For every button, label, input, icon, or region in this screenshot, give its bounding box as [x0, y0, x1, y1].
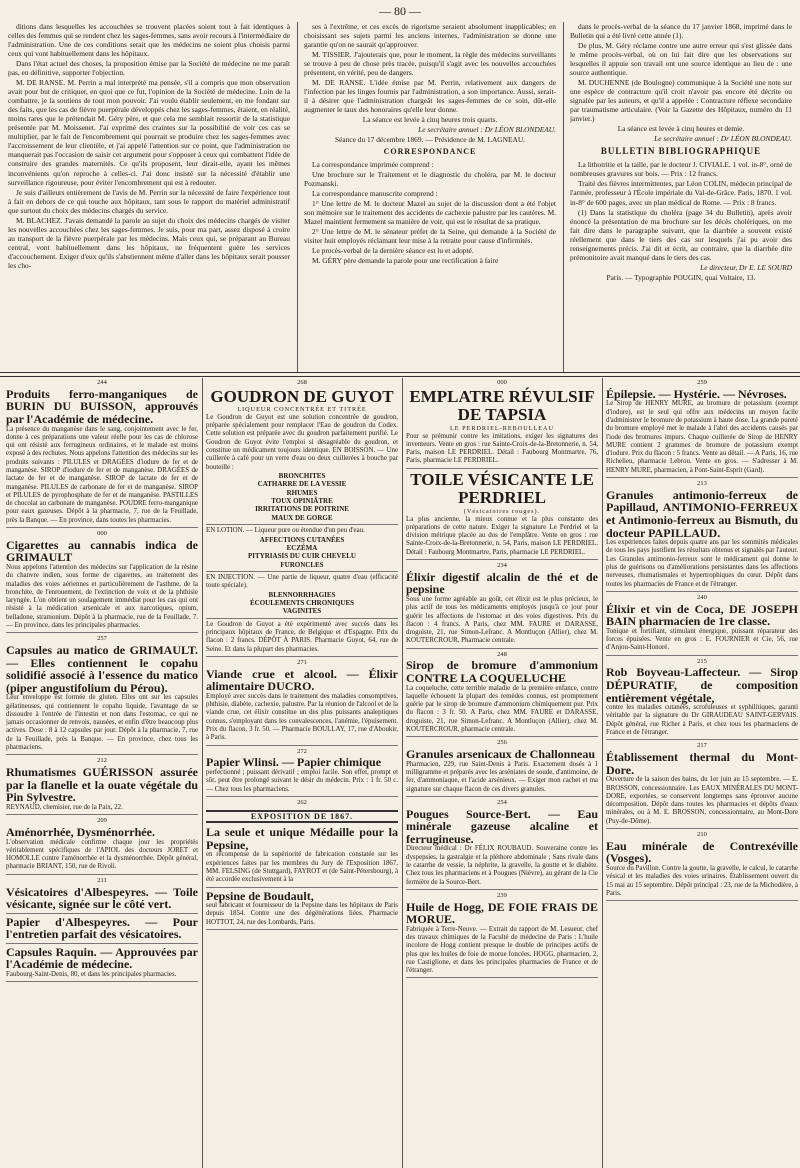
advertisement [406, 379, 598, 469]
ad-body: Sous une forme agréable au goût, cet élixir est le plus précieux, le plus actif de tous les médicaments employés jusqu'à ce jour pour guérir les affections de l'estomac et des voies digestives. Prix du flacon : 4 francs. A Paris, chez MM. FAURE et DARASSE, droguiste, 21, rue Simon-Lefranc. A Montluçon (Allier), chez M. KOUTERCROUR, Pharmacie centrale. [406, 595, 598, 645]
ad-body: Fabriquée à Terre-Neuve. — Extrait du rapport de M. Lesueur, chef des travaux chimiques de la Faculté de médecine de Paris : L'huile incolore de Hogg contient presque le double de principes actifs de plus que les huiles de foie de morue foncées. HOGG, pharmacien, 2, rue Castiglione, et dans les principales pharmacies de France et de l'étranger. [406, 925, 598, 975]
ad-body: Pour se prémunir contre les imitations, exiger les signatures des inventeurs. Vente en gros : rue Sainte-Croix-de-la-Bretonnerie, n. 54, Paris, maison LE PERDRIEL. Détail : Faubourg Montmartre, 76, Paris, pharmacie LE PERDRIEL. [406, 432, 598, 465]
paragraph: Paris. — Typographie POUGIN, quai Voltaire, 13. [606, 272, 756, 282]
ad-indication: IRRITATIONS DE POITRINE [255, 505, 349, 514]
ad-body: Employé avec succès dans le traitement des maladies consomptives, phthisie, diabète, cachexie, palustre. Par la réunion de l'alcool et de la viande crue, cet élixir constitue un des plus puissants analeptiques connus, s'employant dans les convalescences, l'anémie, l'épuisement. Prix du flacon, 3 fr. 50. — Pharmacie BOULLAY, 17, rue d'Aboukir, à Paris. [206, 692, 398, 742]
ad-number: 210 [697, 830, 707, 838]
advertisement [6, 946, 198, 982]
column-divider [202, 378, 203, 1168]
paragraph: La lithotritie et la taille, par le docteur J. CIVIALE. 1 vol. in-8°, orné de nombreuses gravures sur bois. — Prix : 12 francs. [570, 160, 792, 179]
ads-column-1 [6, 378, 198, 1168]
ad-indication: ÉCOULEMENTS CHRONIQUES [249, 599, 355, 608]
ad-title: TOILE VÉSICANTE LE PERDRIEL [410, 469, 594, 508]
upper-text-section [8, 22, 800, 372]
column-divider [563, 22, 564, 372]
paragraph: ses à l'extrême, et ces excès de rigorisme seraient absolument inapplicables; en choisissant ses sujets parmi les anciens internes, l'administration se donne une garantie qu'on ne saurait qu'approuver. [304, 22, 556, 50]
ad-heading: Rhumatismes GUÉRISSON assurée par la flanelle et la ouate végétale du Pin Sylvestre. [6, 765, 198, 805]
ad-body: seul fabricant et fournisseur de la Pepsine dans les hôpitaux de Paris depuis 1854. Contre une des dégénérations liées. Pharmacie HOTTOT, 24, rue des Lombards, Paris. [206, 902, 398, 926]
ad-body: Pharmacien, 229, rue Saint-Denis à Paris. Exactement dosés à 1 milligramme et préparés avec les arséniates de soude, d'antimoine, de fer, d'ammoniaque, et l'acide arsénieux. — Exiger mon cachet et ma signature sur chaque flacon de ces divers granules. [406, 760, 598, 793]
ad-number: 262 [297, 798, 307, 806]
ad-heading: Élixir et vin de Coca, DE JOSEPH BAIN pharmacien de 1re classe. [606, 601, 798, 629]
ad-indication: ECZÉMA [286, 543, 318, 552]
ad-indication: BRONCHITES [278, 471, 326, 480]
ad-heading: Épilepsie. — Hystérie. — Névroses. [606, 386, 787, 401]
ad-heading: Cigarettes au cannabis indica de GRIMAULT [6, 537, 198, 565]
upper-column-3 [570, 22, 792, 372]
paragraph: La correspondance imprimée comprend : [312, 160, 434, 170]
ad-body: perfectionné ; puissant dérivatif ; emploi facile. Son effet, prompt et sûr, peut être prolongé suivant le désir du médecin. Prix : 1 fr. 50 c. — Chez tous les pharmaciens. [206, 769, 398, 793]
upper-column-1 [8, 22, 290, 372]
ad-heading: La seule et unique Médaille pour la Pepsine, [206, 825, 398, 852]
ad-subtitle: (Vésicatoires rouges). [463, 508, 541, 516]
paragraph: M. DE RANSE. M. Perrin a mal interprété ma pensée, s'il a compris que mon observation avait pour but de critiquer, en quoi que ce fut, l'opinion de la Société de médecine. Loin de la combattre, je la soutiens de tout mon pouvoir. J'ai voulu établir seulement, en me fondant sur des faits, que les cas de fièvre puerpérale développés chez les sages-femmes, étaient, en réalité, moins rares que le prétendait M. Géry père, et que cela me semblait ressortir de la statistique présentée par M. Moissenet. J'ai exprimé des craintes sur la possibilité de voir ces cas se multiplier, par le fait de l'encombrement qui pourrait se produire chez les sages-femmes avec l'accroissement de leur clientèle, et j'ai appelé l'attention sur ce point, que l'administration ne manquerait pas l'occasion de saisir cet argument pour s'opposer à ceux qui combattent l'idée de construire des grandes maternités. Ce qu'ils proposent, leur dirait-elle, ayant les mêmes inconvénients qu'on reproche à celles-ci. J'ai donc insisté sur la nécessité d'établir une surveillance rigoureuse, pour éviter l'encombrement qui est à redouter. [8, 78, 290, 187]
ad-body: Faubourg-Saint-Denis, 80, et dans les principales pharmacies. [6, 971, 177, 979]
ad-number: 215 [697, 657, 707, 665]
ad-heading: Eau minérale de Contrexéville (Vosges). [606, 838, 798, 866]
advertisement [6, 817, 198, 875]
ad-number: 217 [697, 742, 707, 750]
ad-heading: Sirop de bromure d'ammonium CONTRE LA COQUELUCHE [406, 658, 598, 686]
ad-body: Tonique et fortifiant, stimulant énergique, puissant réparateur des forces épuisées. Vente en gros : E. FOURNIER et Cie, 56, rue d'Anjou-Saint-Honoré. [606, 627, 798, 652]
paragraph: 2° Une lettre de M. le sénateur préfet de la Seine, qui demande à la Société de visiter huit employés réclamant leur mise à la retraite pour cause d'infirmités. [304, 227, 556, 246]
ad-indication: TOUX OPINIÂTRE [271, 497, 333, 506]
ad-number: 259 [697, 379, 707, 386]
ad-body: Directeur médical : Dr FÉLIX ROUBAUD. Souveraine contre les dyspepsies, la gastralgie et la pléthore abdominale ; Sans rivale dans le catarrhe de vessie, la néphrite, la gravelle, la goutte et le diabète. Chez tous les pharmaciens et à Pougues (Nièvre), au gérant de la Cie fermière de la Source-Bert. [406, 845, 598, 886]
advertisement [406, 471, 598, 560]
ad-number: 240 [697, 593, 707, 601]
advertisement [606, 594, 798, 656]
ad-number: 234 [497, 561, 507, 569]
ad-heading: Viande crue et alcool. — Élixir alimentaire DUCRO. [206, 666, 398, 694]
ad-title: EMPLATRE RÉVULSIF DE TAPSIA [409, 386, 595, 425]
ad-number: 271 [297, 658, 307, 666]
ad-number: 212 [97, 757, 107, 765]
paragraph: Le secrétaire annuel : Dr LÉON BLONDEAU. [654, 134, 792, 144]
section-divider [0, 372, 800, 377]
paragraph: La séance est levée à cinq heures et demie. [617, 124, 745, 134]
advertisement [6, 379, 198, 528]
advertisement [406, 892, 598, 979]
ad-heading: Pougues Source-Bert. — Eau minérale gazeuse alcaline et ferrugineuse. [406, 806, 598, 846]
advertisement [206, 659, 398, 746]
ad-number: 244 [97, 379, 107, 386]
paragraph: Dans l'état actuel des choses, la proposition émise par la Société de médecine ne me paraît pas, en définitive, supporter l'objection. [8, 59, 290, 78]
ad-body: Source du Pavillon. Contre la goutte, la gravelle, le calcul, le catarrhe vésical et les maladies des voies urinaires. Établissement ouvert du 15 mai au 15 septembre. Dépôt principal : 23, rue de la Michodière, à Paris. [606, 864, 798, 897]
ad-number: 209 [97, 817, 107, 825]
paragraph: Le secrétaire annuel : Dr LÉON BLONDEAU. [418, 125, 556, 135]
ad-heading: Aménorrhée, Dysménorrhée. [6, 824, 155, 839]
ad-indication: BLENNORRHAGIES [268, 590, 336, 599]
ad-body: Ouverture de la saison des bains, du 1er juin au 15 septembre. — E. BROSSON, concessionnaire. Les EAUX MINÉRALES DU MONT-DORE, exportées, se conservent longtemps sans éprouver aucune décomposition. Dépôt dans toutes les pharmacies et dépôts d'eaux minérales, ou à M. E. BROSSON, concessionnaire, au Mont-Dore (Puy-de-Dôme). [606, 776, 798, 825]
advertisement [606, 379, 798, 478]
advertisement [406, 739, 598, 797]
ad-title: GOUDRON DE GUYOT [210, 386, 394, 406]
upper-column-2 [304, 22, 556, 372]
ad-heading: Granules arsenicaux de Challonneau [406, 747, 596, 762]
paragraph: Séance du 17 décembre 1869. — Présidence de M. LAGNEAU. [334, 135, 526, 145]
ad-body: en récompense de la supériorité de fabrication constatée sur les expériences faites par les membres du Jury de l'Exposition 1867, MM. FELSING (de Stuttgard), FAYROT et (de Saint-Pétersbourg), à été accordée exclusivement à la [206, 851, 398, 884]
advertisement [206, 890, 398, 930]
paragraph: CORRESPONDANCE [383, 147, 477, 157]
advertisement [606, 480, 798, 592]
ad-body: La coqueluche, cette terrible maladie de la première enfance, contre laquelle échouent la plupart des remèdes connus, est promptement guérie par le sirop de bromure d'ammonium chimiquement pur. Prix du flacon : 3 fr. 50. A Paris, chez MM. FAURE et DARASSE, droguiste, 21, rue Simon-Lefranc. A Montluçon (Allier), chez M. KOUTERCROUR, pharmacie centrale. [406, 684, 598, 734]
advertisement [206, 799, 398, 888]
advertisement [206, 379, 398, 525]
ad-subtitle: LIQUEUR CONCENTRÉE ET TITRÉE [237, 406, 367, 414]
ad-body: L'observation médicale confirme chaque jour les propriétés véritablement spécifiques de l'APIOL des docteurs JORET et HOMOLLE contre l'aménorrhée et la dysménorrhée. Dépôt général, pharmacie BRIANT, 150, rue de Rivoli. [6, 838, 198, 871]
advertisement [406, 562, 598, 649]
paragraph: M. GÉRY père demande la parole pour une rectification à faire [312, 256, 499, 266]
ad-banner: EXPOSITION DE 1867. [206, 810, 398, 824]
ad-number: 254 [497, 798, 507, 806]
advertisements-section [6, 378, 800, 1168]
ad-heading: Vésicatoires d'Albespeyres. — Toile vésicante, signée sur le côté vert. [6, 884, 198, 912]
ad-heading: Élixir digestif alcalin de thé et de pepsine [406, 569, 598, 597]
ad-number: 256 [497, 739, 507, 747]
advertisement [6, 530, 198, 633]
ad-indication: CATHARRE DE LA VESSIE [257, 480, 347, 489]
ad-body: La présence du manganèse dans le sang, conjointement avec le fer, donne à ces préparations une valeur réelle pour les cas de chlorose qui ont résisté aux ferrugineux ordinaires, et le malade est moins exposé à des rechutes. Nous appelons l'attention des médecins sur les produits suivants : PILULES et DRAGÉES d'iodure de fer et de manganèse. SIROP d'iodure de fer et de manganèse. DRAGÉES de lactate de fer et de manganèse. SIROP de lactate de fer et de manganèse. PILULES de carbonate de fer et de manganèse. SIROP et PILULES de pyrophosphate de fer et de manganèse. PASTILLES de chocolat au carbonate de manganèse. POUDRE ferro-manganique pour eaux gazeuses. Dépôt à la pharmacie, 7, rue de la Feuillade, près la Banque. — En province, dans toutes les pharmacies. [6, 425, 198, 524]
advertisement [206, 574, 398, 619]
paragraph: ditions dans lesquelles les accouchées se trouvent placées soient tout à fait identiques à celles des femmes qui se rendent chez les sages-femmes, sans avoir recours à l'intermédiaire de l'administration. Une de ces conditions serait que les médecins ne soient plus choisis parmi ceux qui vont habituellement dans les hôpitaux. [8, 22, 290, 59]
paragraph: M. DE RANSE. L'idée émise par M. Perrin, relativement aux dangers de l'infection par les linges fournis par l'administration, a son importance. Aussi, serait-il à désirer que l'administration chargeât les sages-femmes de ce soin, dût-elle augmenter le taux des honoraires qu'elle leur donne. [304, 78, 556, 115]
ad-indication: VAGINITES [282, 607, 322, 616]
advertisement [606, 742, 798, 829]
ad-heading: Capsules Raquin. — Approuvées par l'Académie de médecine. [6, 944, 198, 972]
ad-heading: Établissement thermal du Mont-Dore. [606, 750, 798, 777]
paragraph: Le directeur, Dr E. LE SOURD [700, 262, 792, 272]
ad-subtitle: LE PERDRIEL-REBOULLEAU [450, 425, 554, 433]
ad-indication: FURONCLES [280, 560, 324, 569]
ad-body: Nous appelons l'attention des médecins sur l'application de la résine du chanvre indien, sous forme de cigarettes, au traitement des maladies des voies aériennes et particulièrement de l'asthme, de la bronchite, de l'enrouement, de l'extinction de voix et de la phthisie laryngée. L'on obtient un soulagement immédiat pour les cas qui ont résisté à la médication arsenicale et aux narcotiques, opium, belladone, stramonium. Dépôt à la pharmacie, rue de la Feuillade, 7. — En province, dans les principales pharmacies. [6, 563, 198, 629]
ad-body: contre les maladies cutanées, scrofuleuses et syphilitiques, garanti véritable par la signature du Dr GIRAUDEAU SAINT-GERVAIS. Dépôt général, rue Richer à Paris, et chez tous les pharmaciens de France et de l'étranger. [606, 704, 798, 737]
ad-number: 000 [497, 379, 507, 386]
paragraph: M. TISSIER. J'ajouterais que, pour le moment, la règle des médecins surveillants se trouve à peu de chose près tracée, puisqu'il s'agit avec les nouvelles accouchées présentent, en vérité, peu de dangers. [304, 50, 556, 78]
column-divider [602, 378, 603, 1168]
advertisement [406, 799, 598, 890]
advertisement [206, 527, 398, 572]
advertisement [606, 658, 798, 741]
paragraph: Une brochure sur le Traitement et le diagnostic du choléra, par M. le docteur Pozmanski. [304, 170, 556, 189]
paragraph: M. DUCHENNE (de Boulogne) communique à la Société une note sur une espèce de contracture qu'il croit n'avoir pas encore été décrite ou signalée par les auteurs, et qu'il a appelée : Contracture réflexe secondaire par traumatisme articulaire. (Voir la Gazette des Hôpitaux, numéro du 11 janvier.) [570, 78, 792, 124]
ad-heading: Capsules au matico de GRIMAULT. — Elles contiennent le copahu solidifié associé à l'essence du matico (piper angustifolium du Pérou). [6, 642, 198, 695]
ad-indication: PITYRIASIS DU CUIR CHEVELU [248, 552, 356, 561]
ad-heading: Granules antimonio-ferreux de Papillaud, ANTIMONIO-FERREUX et Antimonio-ferreux au Bismuth, du docteur PAPILLAUD. [606, 487, 798, 540]
ad-heading: Huile de Hogg, DE FOIE FRAIS DE MORUE. [406, 899, 598, 927]
page-number: — 80 — [379, 4, 421, 18]
ad-body: Leur enveloppe est formée de gluten. Elles ont sur les capsules gélatineuses, qui contiennent le copahu liquide, l'avantage de se dissoudre à l'entrée de l'intestin et non dans l'estomac, ce qui ne jamais occasionner de renvois, nausées, et enfin d'être beaucoup plus actives. Dose : 8 à 12 capsules par jour. Dépôt à la pharmacie, 7, rue de la Feuillade, près la Banque. — En province, chez tous les pharmaciens. [6, 694, 198, 752]
ad-number: 000 [97, 529, 107, 537]
paragraph: La correspondance manuscrite comprend : [312, 189, 438, 199]
ad-number: 239 [497, 891, 507, 899]
ad-indication: RHUMES [286, 488, 318, 497]
ad-indication: MAUX DE GORGE [271, 513, 333, 522]
advertisement [206, 621, 398, 657]
ad-number: 257 [97, 635, 107, 643]
ad-body: EN INJECTION. — Une partie de liqueur, quatre d'eau (efficacité toute spéciale). [206, 574, 398, 590]
ad-body: EN LOTION. — Liqueur pure ou étendue d'un peu d'eau. [206, 527, 365, 535]
paragraph: De plus, M. Géry réclame contre une autre erreur qui s'est glissée dans le même procès-verbal, où on lui fait dire que les observations sur lesquelles il appuie son travail ont une source identique au lieu de : une source authentique. [570, 41, 792, 78]
advertisement [6, 757, 198, 815]
advertisement [6, 916, 198, 944]
advertisement [6, 877, 198, 914]
paragraph: (1) Dans la statistique du choléra (page 34 du Bulletin), après avoir énoncé la présentation de ma brochure sur les décès cholériques, on me fait dire dans le paragraphe suivant, que la diarrhée a souvent existé réellement que dans le tiers des cas sur lesquels j'ai pu avoir des renseignements précis. J'ai dit et écrit, au contraire, que la diarrhée dite prémonitoire avait manqué dans le tiers des cas. [570, 207, 792, 262]
ad-body: Le Sirop de HENRY MURE, au bromure de potassium (exempt d'iodure), est le seul qui offre aux médecins un moyen facile d'administrer le bromure de potassium à haute dose. La grande pureté du bromure employé met le malade à l'abri des accidents causés par l'iode des bromures impurs. Chaque cuillerée de Sirop de HENRY MURE contient 2 grammes de bromure de potassium exempt d'iodure. Prix du flacon : 5 francs. Vente au détail. — A Paris, 16, rue Richelieu, pharmacie Lebrou. Vente en gros. — S'adresser à M. HENRY MURE, pharmacien, à Pont-Saint-Esprit (Gard). [606, 400, 798, 474]
paragraph: Le procès-verbal de la dernière séance est lu et adopté. [312, 246, 474, 256]
ad-heading: Produits ferro-manganiques de BURIN DU BUISSON, approuvés par l'Académie de médecine. [6, 386, 198, 426]
advertisement [606, 831, 798, 901]
ad-body: REYNAUD, chemisier, rue de la Paix, 22. [6, 803, 123, 811]
ad-body: Les expériences faites depuis quatre ans par les sommités médicales de tous les pays justifient les résultats obtenus et signalés par l'auteur. Les Granules antimonio-ferreux sont le médicament qui donne le plus de guérisons ou d'améliorations persistantes dans les affections nerveuses, rhumatismales et hypertrophiques du cœur. Dépôt dans toutes les pharmacies de France et de l'étranger. [606, 539, 798, 588]
ad-number: 248 [497, 650, 507, 658]
ads-column-4 [606, 378, 798, 1168]
column-divider [297, 22, 298, 372]
paragraph: Traité des fièvres intermittentes, par Léon COLIN, médecin principal de l'armée, professeur à l'École impériale du Val-de-Grâce. Paris, 1870. 1 vol. in-8° de 600 pages, avec un plan médical de Rome. — Prix : 8 francs. [570, 179, 792, 207]
ad-body: Le Goudron de Guyot a été expérimenté avec succès dans les principaux hôpitaux de France, de Belgique et d'Espagne. Prix du flacon : 2 francs. DÉPÔT À PARIS. Pharmacie Guyot, 64, rue de Seine. Et dans la plupart des pharmacies. [206, 620, 398, 653]
paragraph: 1° Une lettre de M. le docteur Mazel au sujet de la discussion dont a été l'objet son mémoire sur le traitement des accidents de cachexie palustre par les cautères. M. Mazel maintient fermement sa manière de voir, qui est le résultat de sa pratique. [304, 199, 556, 227]
paragraph: dans le procès-verbal de la séance du 17 janvier 1868, imprimé dans le Bulletin qui a été livré cette année (1). [570, 22, 792, 41]
ad-number: 213 [697, 479, 707, 487]
ad-number: 268 [297, 379, 307, 386]
ad-body: Le Goudron de Guyot est une solution concentrée de goudron, préparée spécialement pour remplacer l'Eau de goudron du Codex. Cette solution est préparée avec du goudron parfaitement purifié. Le Goudron de Guyot évite l'emploi si désagréable du goudron, et constitue un médicament toujours identique. EN BOISSON. — Une cuillerée à café pour un verre d'eau ou deux cuillerées à bouche par bouteille : [206, 413, 398, 471]
ad-number: 272 [297, 747, 307, 755]
ad-heading: Papier d'Albespeyres. — Pour l'entretien parfait des vésicatoires. [6, 914, 198, 942]
paragraph: Je suis d'ailleurs entièrement de l'avis de M. Perrin sur la nécessité de faire l'expérience tout à fait en dehors de ce qui touche aux hôpitaux, tant sous le rapport du matériel administratif que surtout du choix des médecins chargés du service. [8, 187, 290, 215]
ads-column-3 [406, 378, 598, 1168]
ad-heading: Papier Wlinsi. — Papier chimique [206, 755, 382, 770]
ad-body: La plus ancienne, la mieux connue et la plus constante des préparations de cette nature. Exiger la signature Le Perdriel et la division métrique placée au dos de l'emplâtre. Vente en gros : rue Sainte-Croix-de-la-Bretonnerie, n. 54, Paris, maison LE PERDRIEL. Détail : Faubourg Montmartre, Paris, pharmacie LE PERDRIEL. [406, 515, 598, 556]
advertisement [6, 635, 198, 755]
paragraph: La séance est levée à cinq heures trois quarts. [362, 115, 498, 125]
paragraph: M. BLACHEZ. J'avais demandé la parole au sujet du choix des médecins chargés de visiter les nouvelles accouchées chez les sages-femmes. Je suis, pour ma part, assez disposé à croire au transport de la fièvre puerpérale par les médecins. Mais ceux qui, se préparant au Bureau central, vont habituellement dans les hôpitaux, ne fréquentent guère les services d'accouchement. Exiger d'eux qu'ils s'abstiennent même d'aller dans les hôpitaux serait pousser les cho- [8, 215, 290, 270]
ads-column-2 [206, 378, 398, 1168]
ad-heading: Pepsine de Boudault, [206, 888, 314, 903]
ad-heading: Rob Boyveau-Laffecteur. — Sirop DÉPURATIF, de composition entièrement végétale, [606, 665, 798, 705]
advertisement [406, 651, 598, 738]
advertisement [206, 748, 398, 797]
ad-indication: AFFECTIONS CUTANÉES [259, 535, 345, 544]
ad-number: 211 [97, 876, 107, 884]
paragraph: BULLETIN BIBLIOGRAPHIQUE [600, 146, 762, 157]
column-divider [402, 378, 403, 1168]
